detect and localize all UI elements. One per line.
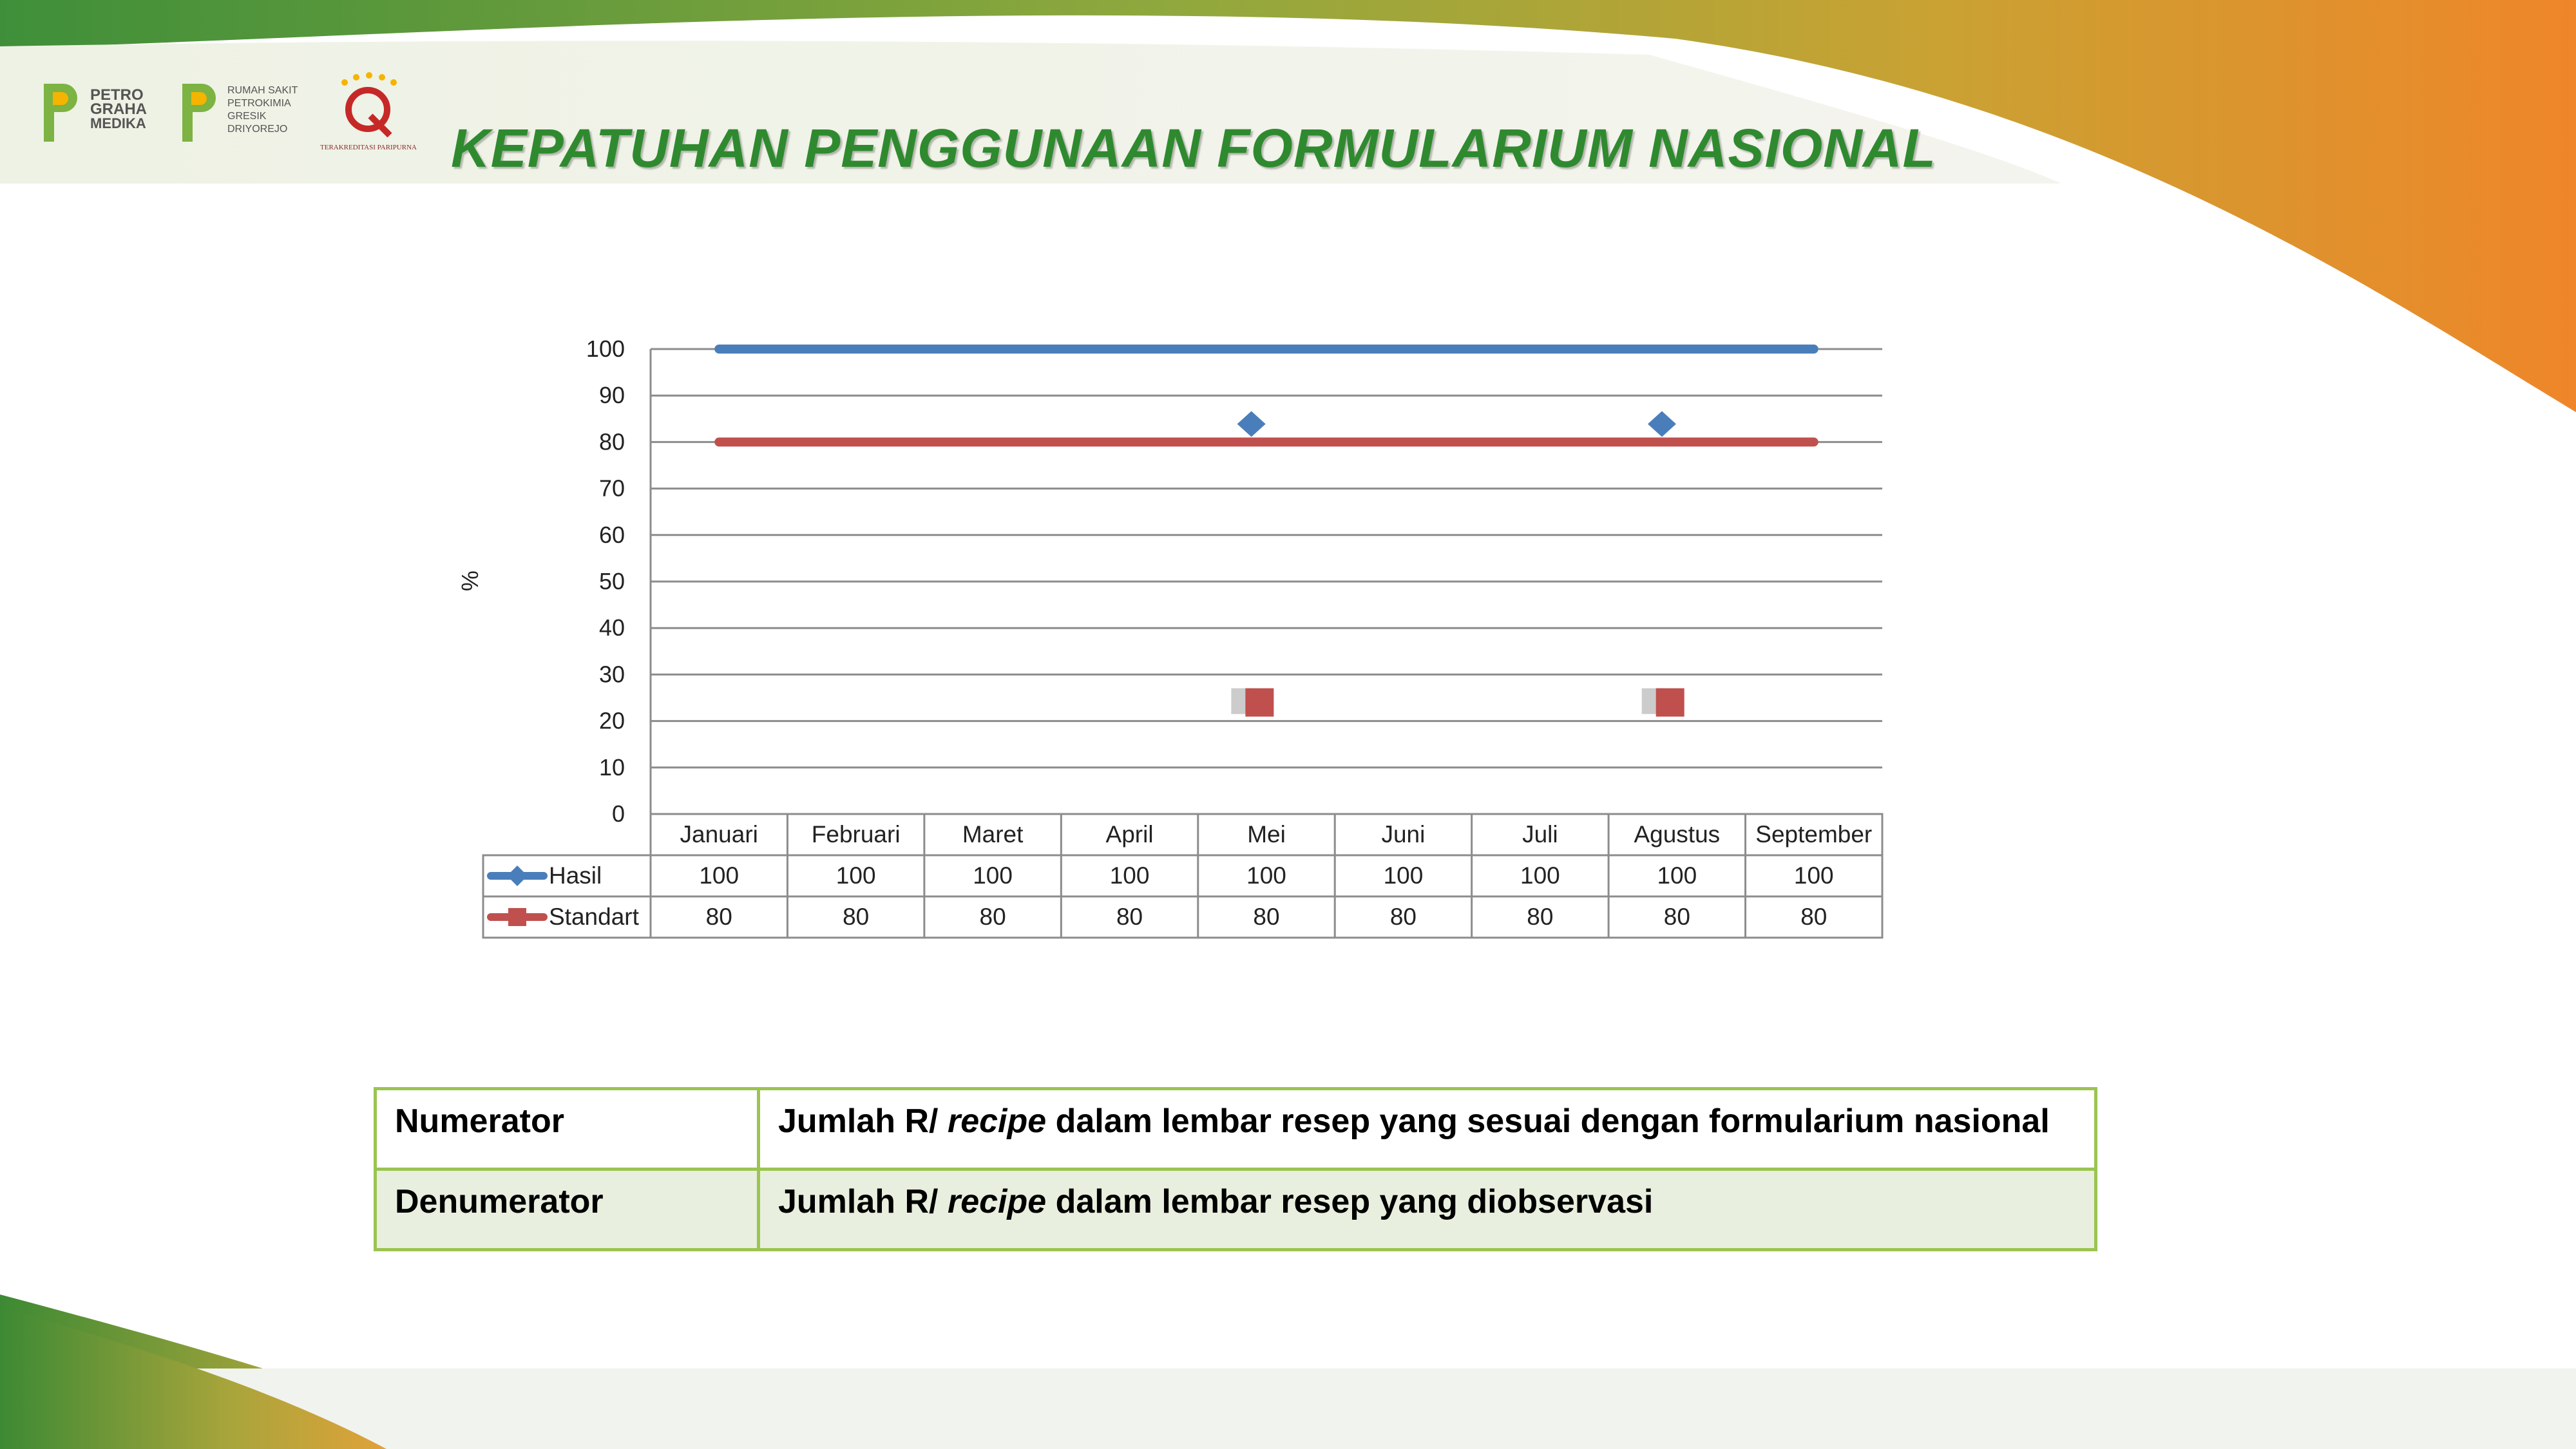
slide-title: KEPATUHAN PENGGUNAAN FORMULARIUM NASIONAL bbox=[451, 118, 1936, 178]
data-label: 100 bbox=[699, 862, 739, 889]
standart-marker bbox=[1656, 688, 1684, 717]
data-label: 80 bbox=[1389, 904, 1417, 930]
svg-text:RUMAH SAKIT: RUMAH SAKIT bbox=[227, 85, 298, 96]
x-tick-label: September bbox=[1755, 821, 1873, 848]
y-tick-label: 70 bbox=[598, 475, 625, 502]
numerator-post: dalam lembar resep yang sesuai dengan formularium nasional bbox=[1046, 1103, 2050, 1140]
svg-text:GRAHA: GRAHA bbox=[90, 100, 147, 118]
y-tick-label: 10 bbox=[598, 753, 625, 781]
y-tick-label: 30 bbox=[598, 661, 625, 688]
x-tick-label: April bbox=[1105, 821, 1154, 848]
data-label: 80 bbox=[1116, 904, 1143, 930]
y-tick-label: 40 bbox=[598, 614, 625, 641]
denominator-label: Denumerator bbox=[376, 1170, 759, 1250]
x-tick-label: Februari bbox=[811, 821, 901, 848]
svg-text:PETROKIMIA: PETROKIMIA bbox=[227, 98, 291, 109]
y-tick-label: 80 bbox=[598, 428, 625, 455]
data-label: 100 bbox=[1383, 862, 1424, 889]
numerator-pre: Jumlah R/ bbox=[778, 1103, 948, 1140]
data-label: 100 bbox=[973, 862, 1013, 889]
x-tick-label: Mei bbox=[1247, 821, 1286, 848]
svg-text:DRIYOREJO: DRIYOREJO bbox=[227, 124, 288, 135]
legend-marker-hasil bbox=[507, 866, 528, 886]
hasil-marker bbox=[1237, 411, 1266, 437]
denominator-definition bbox=[759, 1170, 2096, 1250]
svg-text:MEDIKA: MEDIKA bbox=[90, 115, 146, 131]
data-label: 100 bbox=[1109, 862, 1150, 889]
y-tick-label: 60 bbox=[598, 521, 625, 548]
data-label: 80 bbox=[1527, 904, 1554, 930]
denominator-row bbox=[376, 1170, 2096, 1250]
hasil-marker bbox=[1648, 411, 1676, 437]
data-label: 100 bbox=[1657, 862, 1697, 889]
x-tick-label: Juni bbox=[1381, 821, 1426, 848]
x-tick-label: Maret bbox=[962, 821, 1024, 848]
data-label: 80 bbox=[843, 904, 870, 930]
data-label: 100 bbox=[835, 862, 876, 889]
x-tick-label: Januari bbox=[680, 821, 758, 848]
data-label: 80 bbox=[1800, 904, 1827, 930]
numerator-italic: recipe bbox=[947, 1103, 1047, 1140]
standart-marker bbox=[1245, 688, 1274, 717]
y-tick-label: 20 bbox=[598, 707, 625, 734]
denominator-italic: recipe bbox=[947, 1183, 1047, 1220]
data-label: 80 bbox=[979, 904, 1006, 930]
data-label: 100 bbox=[1520, 862, 1560, 889]
numerator-row bbox=[376, 1089, 2096, 1170]
denominator-post: dalam lembar resep yang diobservasi bbox=[1046, 1183, 1654, 1220]
denominator-pre: Jumlah R/ bbox=[778, 1183, 948, 1220]
numerator-definition bbox=[759, 1089, 2096, 1170]
legend-label-hasil: Hasil bbox=[549, 862, 602, 889]
legend-label-standart: Standart bbox=[549, 904, 639, 930]
data-label: 80 bbox=[1663, 904, 1690, 930]
svg-text:PETRO: PETRO bbox=[90, 86, 144, 104]
y-tick-label: 0 bbox=[611, 800, 625, 827]
data-label: 100 bbox=[1793, 862, 1834, 889]
data-label: 80 bbox=[705, 904, 732, 930]
data-label: 100 bbox=[1246, 862, 1286, 889]
x-tick-label: Agustus bbox=[1634, 821, 1721, 848]
legend-marker-standart bbox=[508, 908, 526, 926]
y-tick-label: 50 bbox=[598, 568, 625, 594]
y-axis-label: % bbox=[457, 570, 483, 592]
y-tick-label: 100 bbox=[586, 336, 625, 362]
definition-table bbox=[374, 1087, 2097, 1251]
numerator-label: Numerator bbox=[376, 1089, 759, 1170]
svg-text:GRESIK: GRESIK bbox=[227, 111, 267, 122]
data-label: 80 bbox=[1253, 904, 1280, 930]
svg-text:TERAKREDITASI PARIPURNA: TERAKREDITASI PARIPURNA bbox=[320, 144, 417, 151]
y-tick-label: 90 bbox=[598, 382, 625, 409]
x-tick-label: Juli bbox=[1522, 821, 1558, 848]
